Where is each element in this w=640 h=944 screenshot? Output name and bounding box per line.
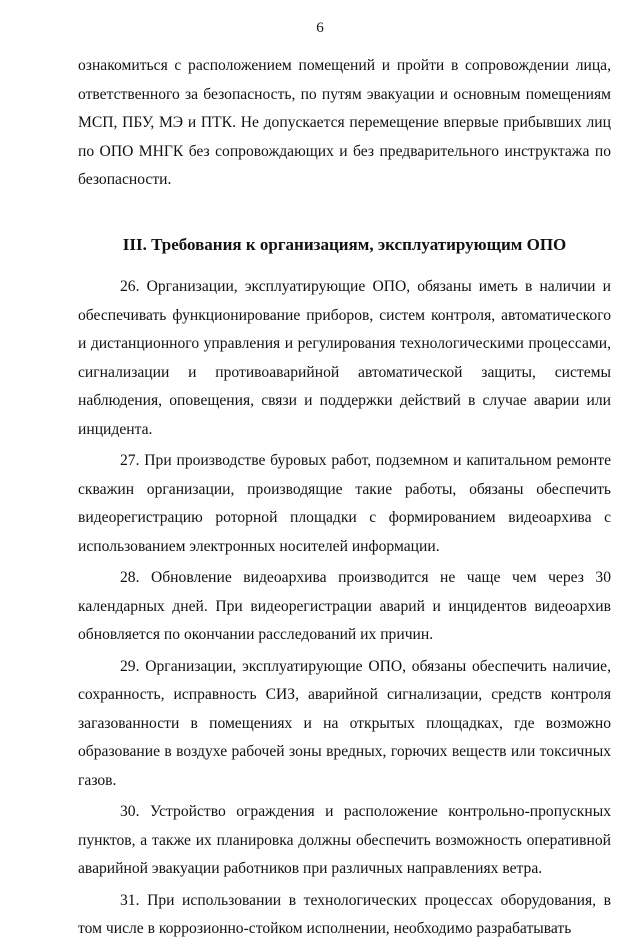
document-body bbox=[78, 52, 611, 944]
paragraph-27: 27. При производстве буровых работ, подземном и капитальном ремонте скважин организации, производящие такие работы, обязаны обеспечить видеорегистрацию роторной площадки с формированием видеоархива с использованием электронных носителей информации. bbox=[78, 452, 611, 555]
paragraph-29: 29. Организации, эксплуатирующие ОПО, обязаны обеспечить наличие, сохранность, исправность СИЗ, аварийной сигнализации, средств контроля загазованности в помещениях и на открытых площадках, где возможно образование в воздухе рабочей зоны вредных, горючих веществ или токсичных газов. bbox=[78, 657, 611, 789]
page-number: 6 bbox=[316, 20, 324, 36]
paragraph-31: 31. При использовании в технологических процессах оборудования, в том числе в коррозионно-стойком исполнении, необходимо разрабатывать bbox=[78, 891, 611, 937]
intro-paragraph: ознакомиться с расположением помещений и пройти в сопровождении лица, ответственного за безопасность, по путям эвакуации и основным помещениям МСП, ПБУ, МЭ и ПТК. Не допускается перемещение впервые прибывших лиц по ОПО МНГК без сопровождающих и без предварительного инструктажа по безопасности. bbox=[78, 57, 611, 188]
paragraph-30: 30. Устройство ограждения и расположение контрольно-пропускных пунктов, а также их планировка должны обеспечить возможность оперативной аварийной эвакуации работников при различных направлениях ветра. bbox=[78, 803, 611, 877]
paragraph-28: 28. Обновление видеоархива производится не чаще чем через 30 календарных дней. При видеорегистрации аварий и инцидентов видеоархив обновляется по окончании расследований их причин. bbox=[78, 569, 611, 643]
paragraph-26: 26. Организации, эксплуатирующие ОПО, обязаны иметь в наличии и обеспечивать функционирование приборов, систем контроля, автоматического и дистанционного управления и регулирования технологическими процессами, сигнализации и противоаварийной автоматической защиты, системы наблюдения, оповещения, связи и поддержки действий в случае аварии или инцидента. bbox=[78, 278, 611, 438]
section-heading: III. Требования к организациям, эксплуатирующим ОПО bbox=[122, 234, 567, 254]
